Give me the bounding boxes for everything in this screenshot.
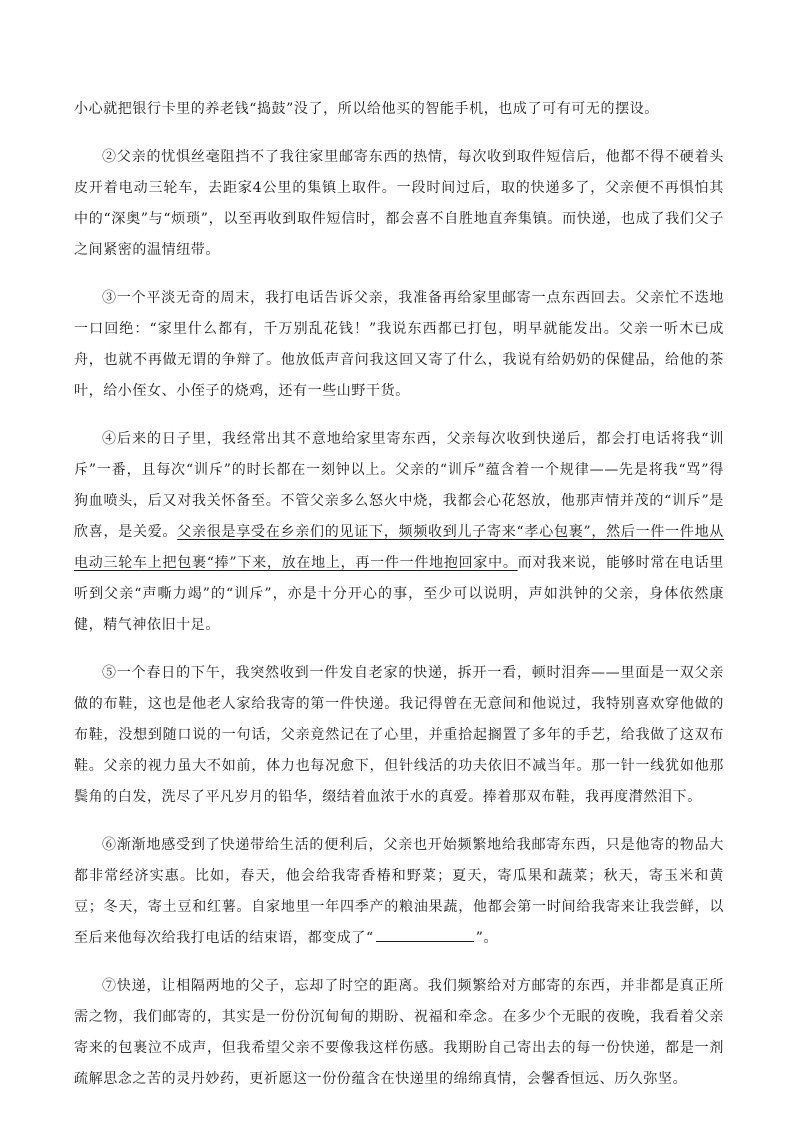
paragraph-2: ②父亲的忧惧丝毫阻挡不了我往家里邮寄东西的热情，每次收到取件短信后，他都不得不硬着头皮开着电动三轮车，去距家4公里的集镇上取件。一段时间过后，取的快递多了，父亲便不再惧怕其中的“深奥”与“烦琐”，以至再收到取件短信时，都会喜不自胜地直奔集镇。而快递，也成了我们父子之间紧密的温情纽带。 — [74, 149, 724, 258]
paragraph-continued: 小心就把银行卡里的养老钱“捣鼓”没了，所以给他买的智能手机，也成了可有可无的摆设。 — [74, 101, 659, 117]
paragraph-4-text-after: 而对我来说，能够时常在电话里听到父亲“声嘶力竭”的“训斥”，亦是十分开心的事，至少可以说明，声如洪钟的父亲，身体依然康健，精气神依旧十足。 — [74, 555, 724, 633]
paragraph-6-text-before: ⑥渐渐地感受到了快递带给生活的便利后，父亲也开始频繁地给我邮寄东西，只是他寄的物品大都非常经济实惠。比如，春天，他会给我寄香椿和野菜；夏天，寄瓜果和蔬菜；秋天，寄玉米和黄豆；冬天，寄土豆和红薯。自家地里一年四季产的粮油果蔬，他都会第一时间给我寄来让我尝鲜，以至后来他每次给我打电话的结束语，都变成了“ — [74, 837, 724, 946]
paragraph-5: ⑤一个春日的下午，我突然收到一件发自老家的快递，拆开一看，顿时泪奔——里面是一双父亲做的布鞋，这也是他老人家给我寄的第一件快递。我记得曾在无意间和他说过，我特别喜欢穿他做的布鞋，没想到随口说的一句话，父亲竟然记在了心里，并重拾起搁置了多年的手艺，给我做了这双布鞋。父亲的视力虽大不如前，体力也每况愈下，但针线活的功夫依旧不减当年。那一针一线犹如他那鬓角的白发，洗尽了平凡岁月的铅华，缀结着血浓于水的真爱。捧着那双布鞋，我再度潸然泪下。 — [74, 665, 724, 805]
paragraph-3: ③一个平淡无奇的周末，我打电话告诉父亲，我准备再给家里邮寄一点东西回去。父亲忙不迭地一口回绝：“家里什么都有，千万别乱花钱！”我说东西都已打包，明早就能发出。父亲一听木已成舟，也就不再做无谓的争辩了。他放低声音问我这回又寄了什么，我说有给奶奶的保健品，给他的茶叶，给小侄女、小侄子的烧鸡，还有一些山野干货。 — [74, 290, 724, 399]
document-page — [74, 94, 724, 1112]
underlined-sentence: 父亲很是享受在乡亲们的见证下，频频收到儿子寄来“孝心包裹”，然后一件一件地从电动三轮车上把包裹“捧”下来，放在地上，再一件一件地抱回家中。 — [74, 524, 724, 571]
paragraph-4-text-before: ④后来的日子里，我经常出其不意地给家里寄东西，父亲每次收到快递后，都会打电话将我“训斥”一番，且每次“训斥”的时长都在一刻钟以上。父亲的“训斥”蕴含着一个规律——先是将我“骂”得狗血喷头，后又对我关怀备至。不管父亲多么怒火中烧，我都会心花怒放，他那声情并茂的“训斥”是欣喜，是关爱。 — [74, 431, 724, 540]
paragraph-7: ⑦快递，让相隔两地的父子，忘却了时空的距离。我们频繁给对方邮寄的东西，并非都是真正所需之物，我们邮寄的，其实是一份份沉甸甸的期盼、祝福和牵念。在多少个无眠的夜晚，我看着父亲寄来的包裹泣不成声，但我希望父亲不要像我这样伤感。我期盼自己寄出去的每一份快递，都是一剂疏解思念之苦的灵丹妙药，更祈愿这一份份蕴含在快递里的绵绵真情，会馨香恒远、历久弥坚。 — [74, 978, 724, 1087]
paragraph-4 — [74, 424, 724, 641]
paragraph-6 — [74, 830, 724, 954]
fill-in-blank — [376, 927, 474, 942]
paragraph-6-text-after: ”。 — [475, 930, 499, 946]
